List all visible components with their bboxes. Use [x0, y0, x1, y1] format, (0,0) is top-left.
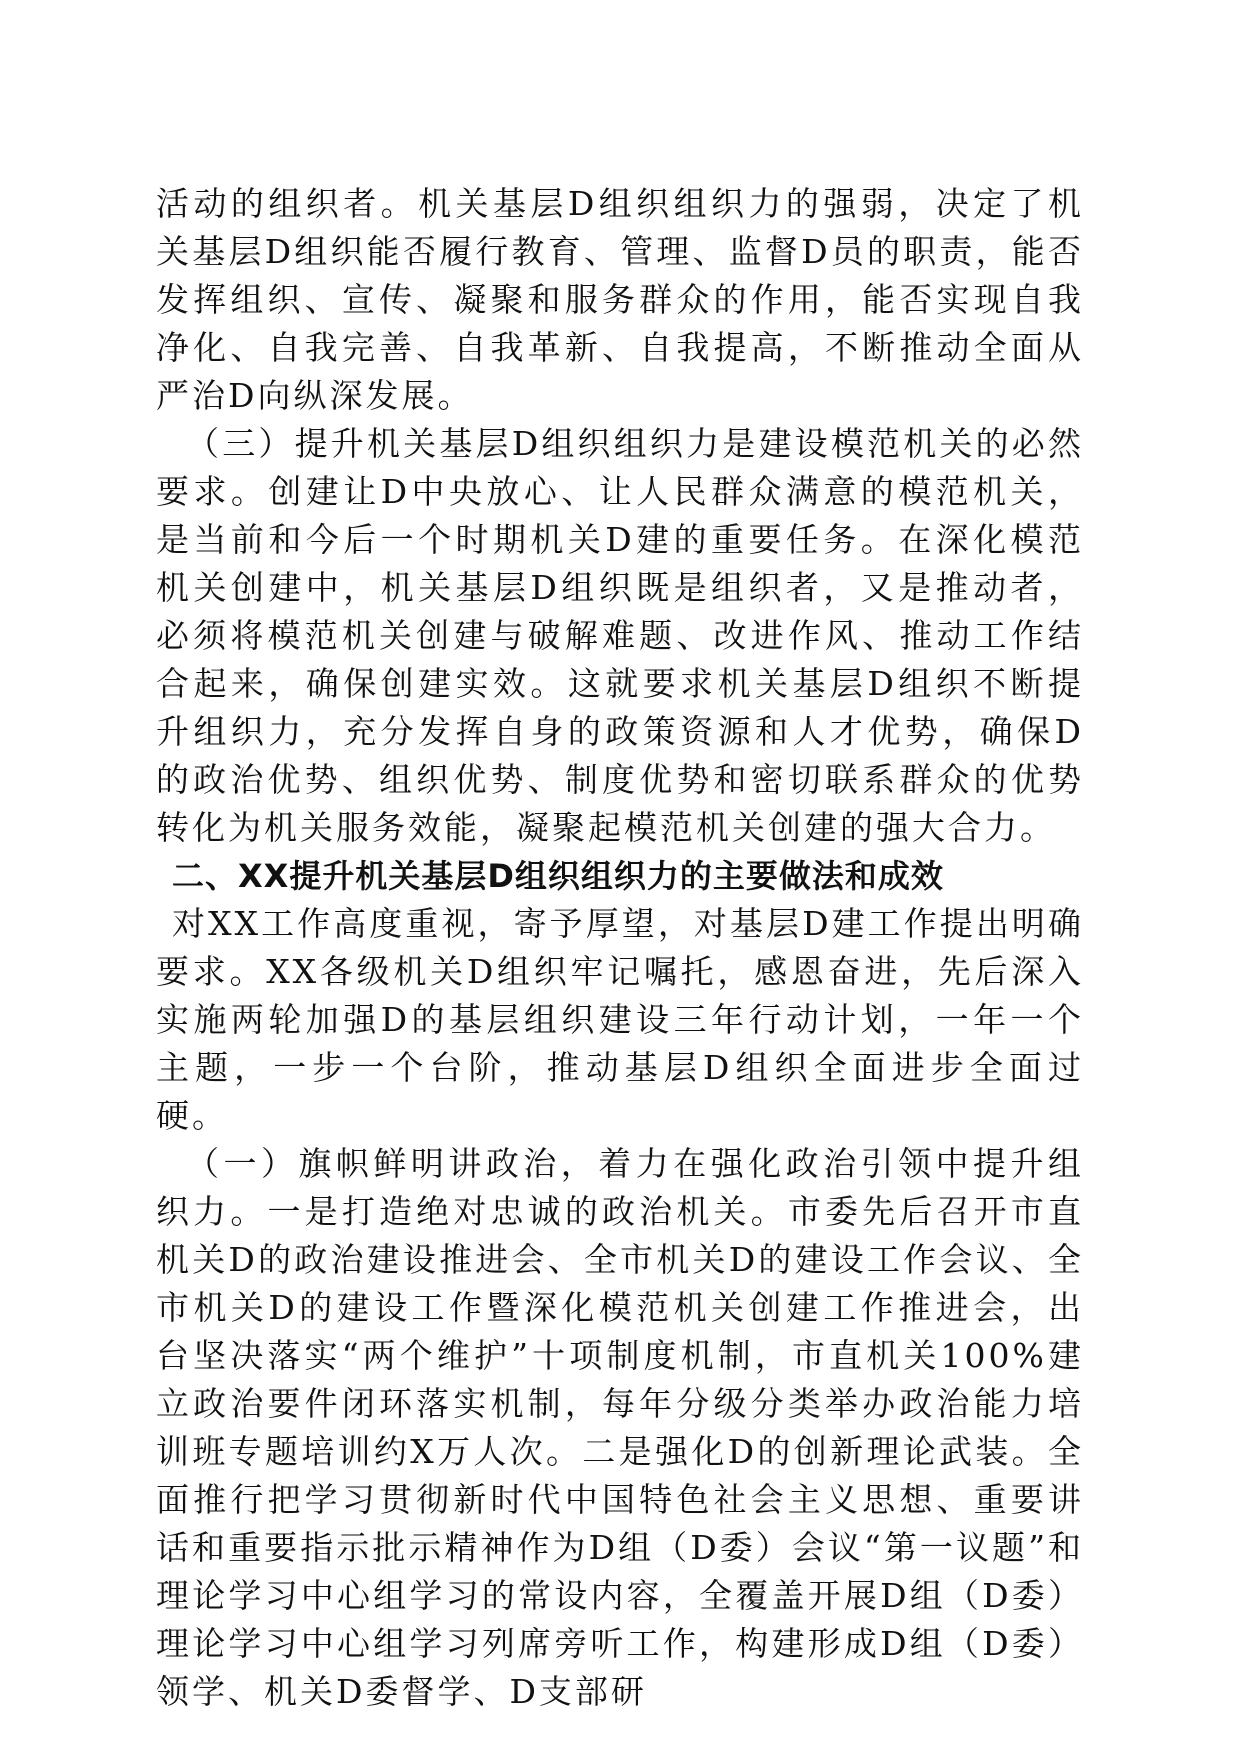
document-body — [156, 180, 1084, 1716]
paragraph-organizer-role: 活动的组织者。机关基层D组织组织力的强弱，决定了机关基层D组织能否履行教育、管理、监督D员的职责，能否发挥组织、宣传、凝聚和服务群众的作用，能否实现自我净化、自我完善、自我革新、自我提高，不断推动全面从严治D向纵深发展。 — [156, 184, 1084, 415]
section-heading-two: 二、XX提升机关基层D组织组织力的主要做法和成效 — [172, 857, 944, 895]
paragraph-subsection-one: （一）旗帜鲜明讲政治，着力在强化政治引领中提升组织力。一是打造绝对忠诚的政治机关。市委先后召开市直机关D的政治建设推进会、全市机关D的建设工作会议、全市机关D的建设工作暨深化模范机关创建工作推进会，出台坚决落实“两个维护”十项制度机制，市直机关100%建立政治要件闭环落实机制，每年分级分类举办政治能力培训班专题培训约X万人次。二是强化D的创新理论武装。全面推行把学习贯彻新时代中国特色社会主义思想、重要讲话和重要指示批示精神作为D组（D委）会议“第一议题”和理论学习中心组学习的常设内容，全覆盖开展D组（D委）理论学习中心组学习列席旁听工作，构建形成D组（D委）领学、机关D委督学、D支部研 — [156, 1144, 1084, 1711]
paragraph-section-three: （三）提升机关基层D组织组织力是建设模范机关的必然要求。创建让D中央放心、让人民群众满意的模范机关，是当前和今后一个时期机关D建的重要任务。在深化模范机关创建中，机关基层D组织既是组织者，又是推动者，必须将模范机关创建与破解难题、改进作风、推动工作结合起来，确保创建实效。这就要求机关基层D组织不断提升组织力，充分发挥自身的政策资源和人才优势，确保D的政治优势、组织优势、制度优势和密切联系群众的优势转化为机关服务效能，凝聚起模范机关创建的强大合力。 — [156, 424, 1084, 847]
paragraph-xx-overview: 对XX工作高度重视，寄予厚望，对基层D建工作提出明确要求。XX各级机关D组织牢记嘱托，感恩奋进，先后深入实施两轮加强D的基层组织建设三年行动计划，一年一个主题，一步一个台阶，推动基层D组织全面进步全面过硬。 — [156, 904, 1084, 1135]
